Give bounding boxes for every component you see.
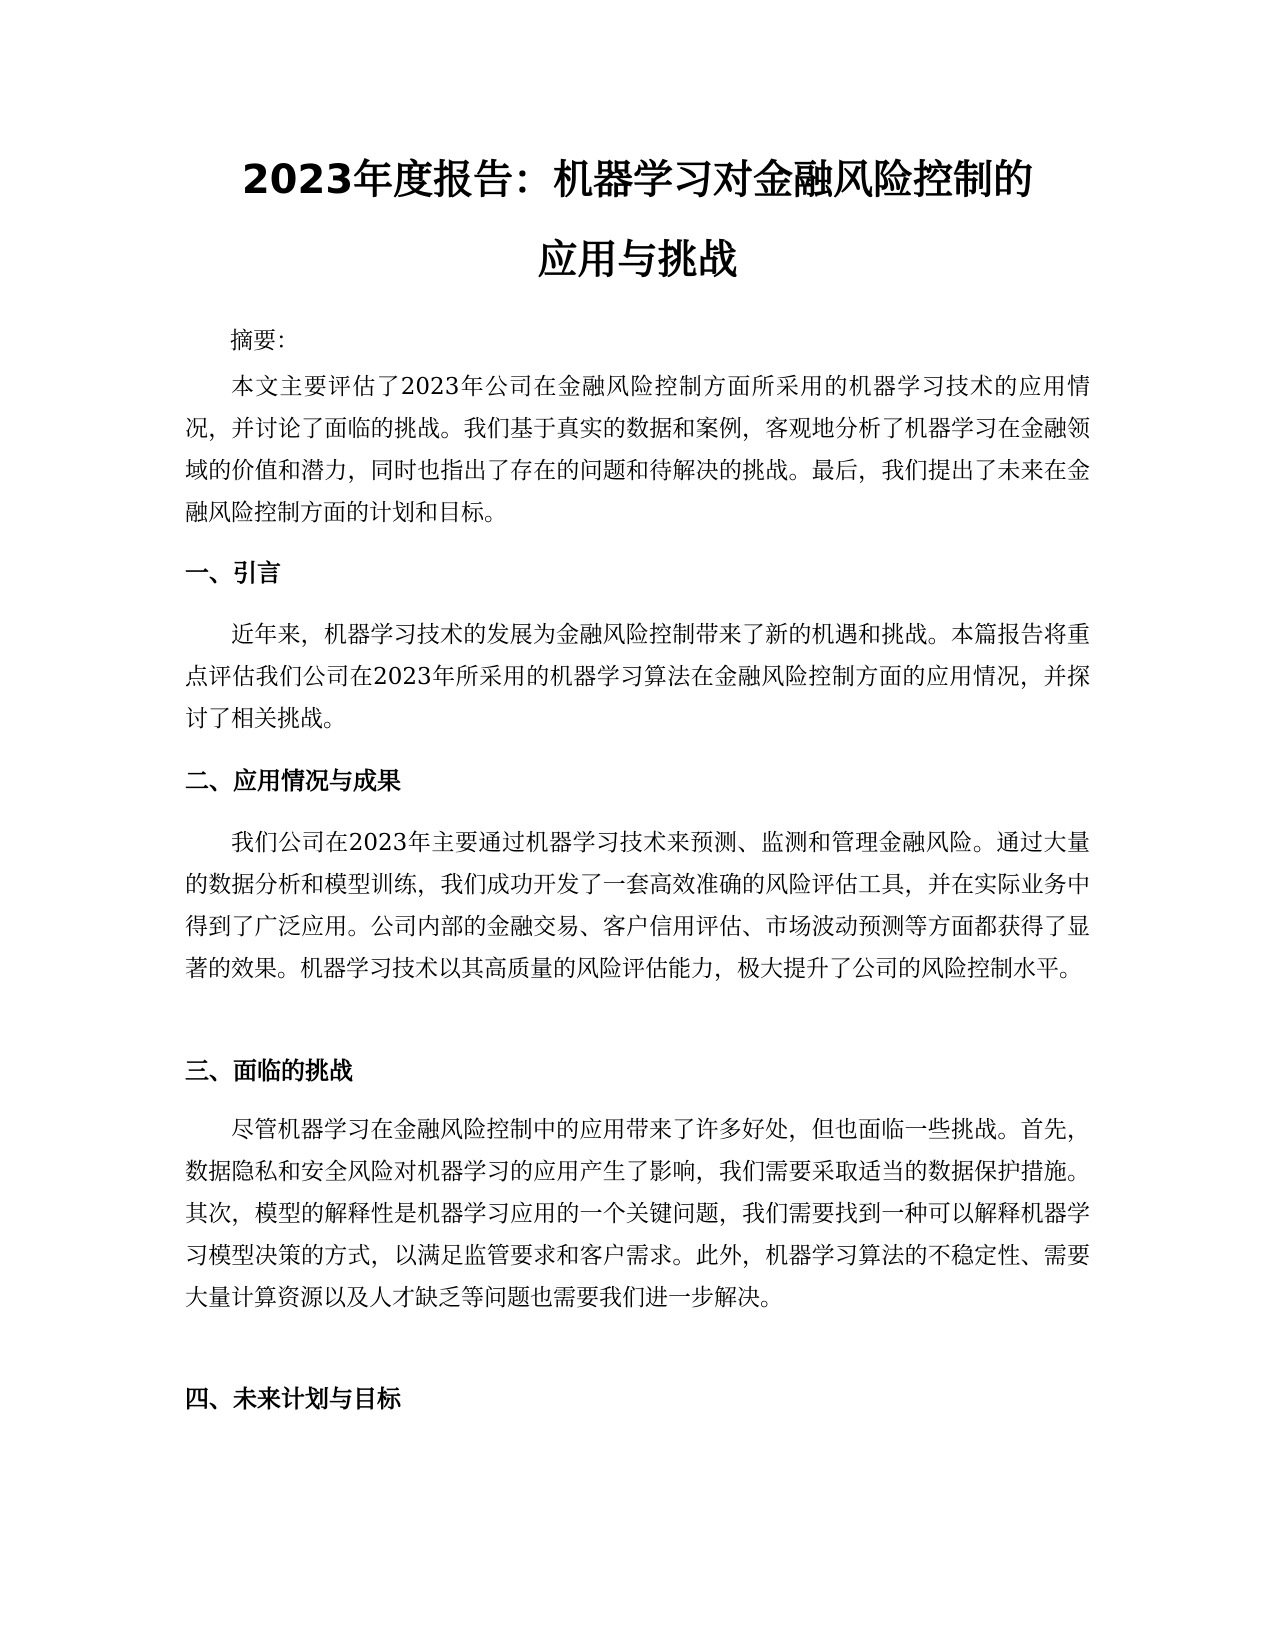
section-heading-challenges: 三、面临的挑战 bbox=[185, 1057, 353, 1085]
abstract-paragraph: 本文主要评估了2023年公司在金融风险控制方面所采用的机器学习技术的应用情况，并讨论了面临的挑战。我们基于真实的数据和案例，客观地分析了机器学习在金融领域的价值和潜力，同时也指出了存在的问题和待解决的挑战。最后，我们提出了未来在金融风险控制方面的计划和目标。 bbox=[185, 374, 1090, 526]
section-body-introduction: 近年来，机器学习技术的发展为金融风险控制带来了新的机遇和挑战。本篇报告将重点评估我们公司在2023年所采用的机器学习算法在金融风险控制方面的应用情况，并探讨了相关挑战。 bbox=[185, 622, 1090, 732]
section-heading-introduction: 一、引言 bbox=[185, 559, 281, 587]
section-body-challenges: 尽管机器学习在金融风险控制中的应用带来了许多好处，但也面临一些挑战。首先，数据隐私和安全风险对机器学习的应用产生了影响，我们需要采取适当的数据保护措施。其次，模型的解释性是机器学习应用的一个关键问题，我们需要找到一种可以解释机器学习模型决策的方式，以满足监管要求和客户需求。此外，机器学习算法的不稳定性、需要大量计算资源以及人才缺乏等问题也需要我们进一步解决。 bbox=[185, 1117, 1090, 1311]
abstract-label: 摘要： bbox=[230, 328, 299, 354]
section-heading-application: 二、应用情况与成果 bbox=[185, 767, 401, 795]
title-line-2: 应用与挑战 bbox=[537, 237, 738, 283]
section-heading-future-plans: 四、未来计划与目标 bbox=[185, 1385, 401, 1413]
document-title bbox=[180, 140, 1095, 300]
title-line-1: 2023年度报告：机器学习对金融风险控制的 bbox=[241, 157, 1034, 203]
section-body-application: 我们公司在2023年主要通过机器学习技术来预测、监测和管理金融风险。通过大量的数据分析和模型训练，我们成功开发了一套高效准确的风险评估工具，并在实际业务中得到了广泛应用。公司内部的金融交易、客户信用评估、市场波动预测等方面都获得了显著的效果。机器学习技术以其高质量的风险评估能力，极大提升了公司的风险控制水平。 bbox=[185, 830, 1090, 982]
